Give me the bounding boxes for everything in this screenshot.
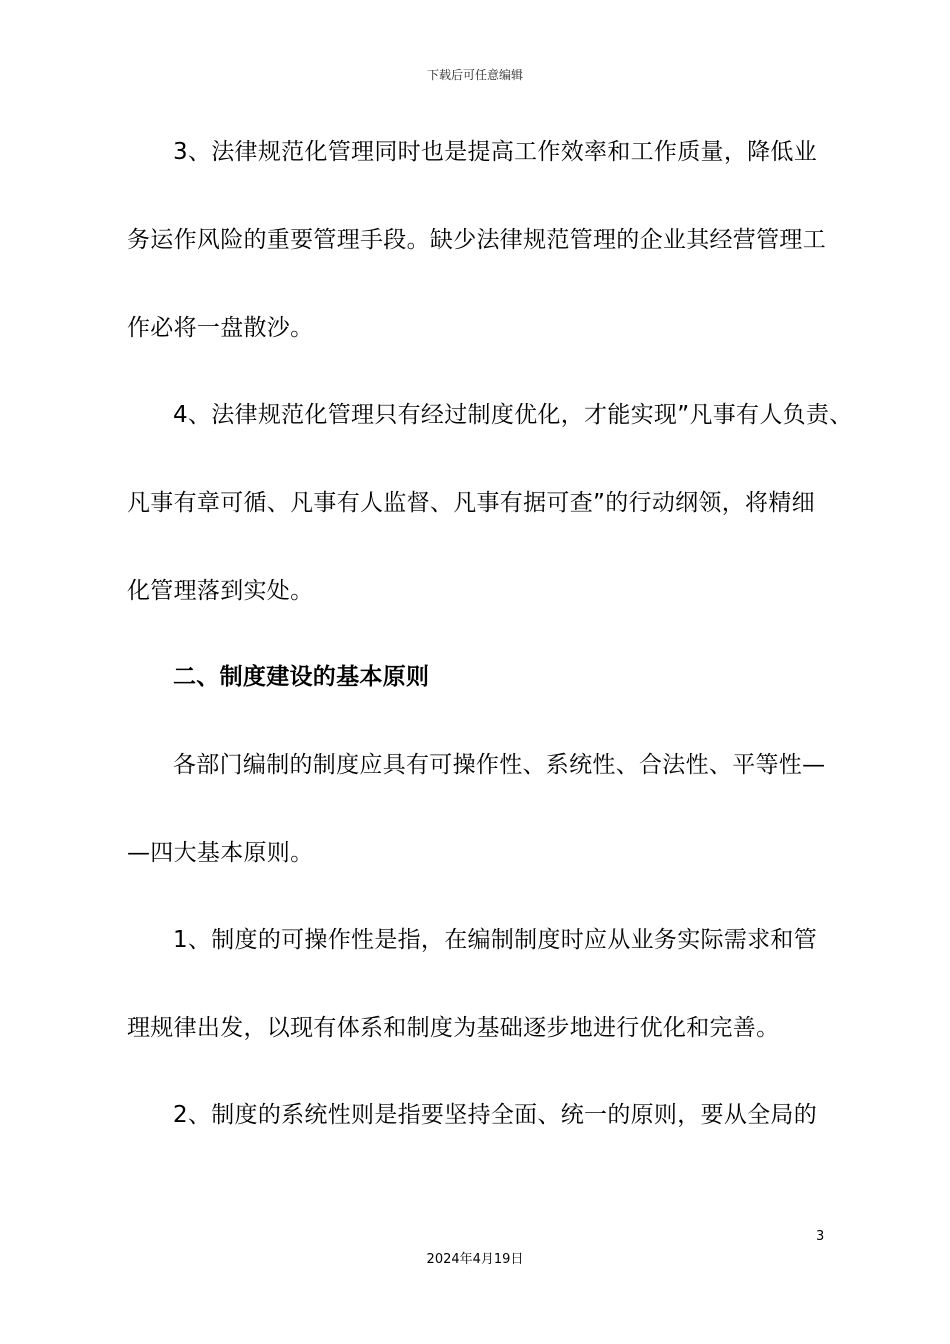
paragraph-line: 2、制度的系统性则是指要坚持全面、统一的原则，要从全局的 xyxy=(173,1102,818,1128)
paragraph-line: 凡事有章可循、凡事有人监督、凡事有据可查”的行动纲领，将精细 xyxy=(127,490,815,516)
paragraph-operability xyxy=(127,896,827,1072)
paragraph-line: 各部门编制的制度应具有可操作性、系统性、合法性、平等性— xyxy=(173,752,826,778)
footer-date: 2024年4月19日 xyxy=(426,1252,524,1267)
paragraph-line: —四大基本原则。 xyxy=(127,840,314,866)
paragraph-line: 4、法律规范化管理只有经过制度优化，才能实现”凡事有人负责、 xyxy=(173,402,853,428)
page-number: 3 xyxy=(816,1229,825,1244)
paragraph-line: 务运作风险的重要管理手段。缺少法律规范管理的企业其经营管理工 xyxy=(127,227,826,253)
paragraph-line: 理规律出发，以现有体系和制度为基础逐步地进行优化和完善。 xyxy=(127,1015,780,1041)
paragraph-3 xyxy=(127,108,827,372)
paragraph-line: 作必将一盘散沙。 xyxy=(127,315,314,341)
paragraph-systematic xyxy=(127,1071,827,1159)
paragraph-principles xyxy=(127,721,827,897)
page-header: 下载后可任意编辑 xyxy=(426,68,523,82)
heading-text: 二、制度建设的基本原则 xyxy=(173,664,430,690)
paragraph-4 xyxy=(127,371,853,635)
section-heading xyxy=(127,633,827,721)
paragraph-line: 1、制度的可操作性是指，在编制制度时应从业务实际需求和管 xyxy=(173,927,818,953)
paragraph-line: 化管理落到实处。 xyxy=(127,578,314,604)
paragraph-line: 3、法律规范化管理同时也是提高工作效率和工作质量，降低业 xyxy=(173,139,818,165)
